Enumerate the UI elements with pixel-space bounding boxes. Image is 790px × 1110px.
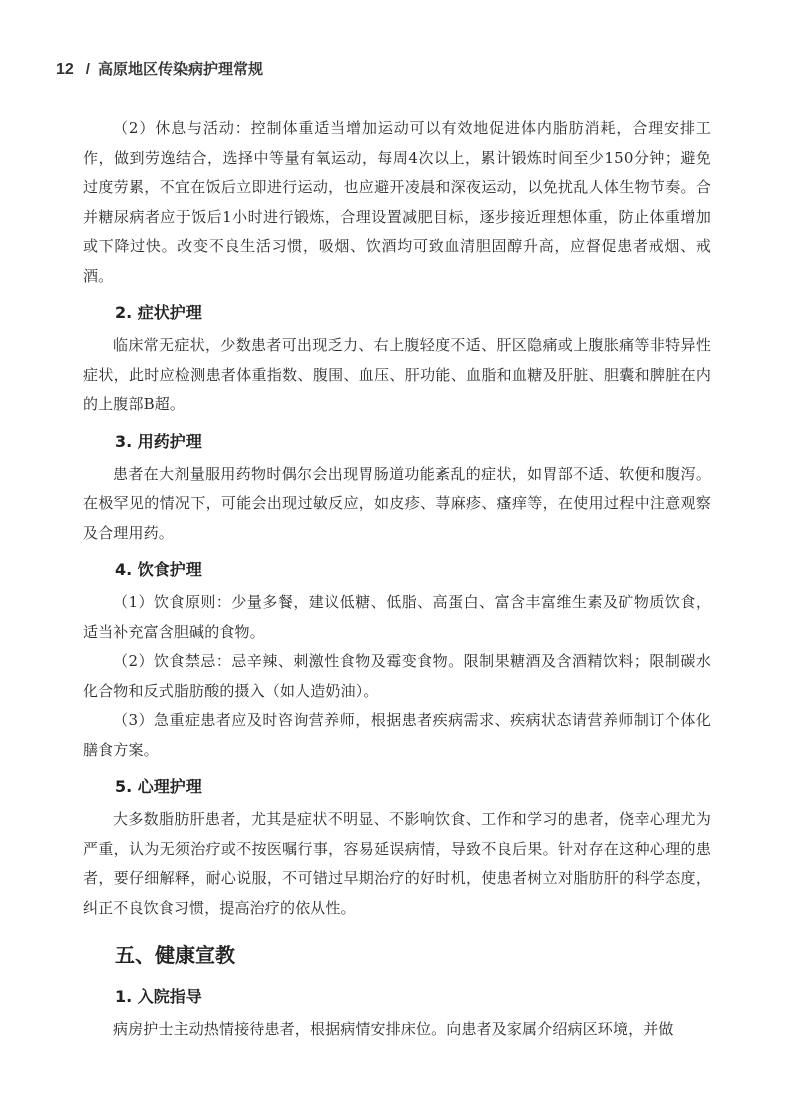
paragraph-rest-activity: （2）休息与活动：控制体重适当增加运动可以有效地促进体内脂肪消耗，合理安排工作，做到劳逸结合，选择中等量有氧运动，每周4次以上，累计锻炼时间至少150分钟；避免过度劳累，不宜在饭后立即进行运动，也应避开凌晨和深夜运动，以免扰乱人体生物节奏。合并糖尿病者应于饭后1小时进行锻炼，合理设置减肥目标，逐步接近理想体重，防止体重增加或下降过快。改变不良生活习惯，吸烟、饮酒均可致血清胆固醇升高，应督促患者戒烟、戒酒。 [83, 119, 711, 285]
running-header [56, 58, 263, 80]
heading-psychological-care: 5. 心理护理 [115, 777, 202, 796]
paragraph-diet-nutritionist: （3）急重症患者应及时咨询营养师，根据患者疾病需求、疾病状态请营养师制订个体化膳食方案。 [83, 711, 711, 759]
paragraph-diet-taboos: （2）饮食禁忌：忌辛辣、刺激性食物及霉变食物。限制果糖酒及含酒精饮料；限制碳水化合物和反式脂肪酸的摄入（如人造奶油）。 [83, 652, 711, 700]
heading-admission-guidance: 1. 入院指导 [115, 987, 202, 1006]
paragraph-symptom-care: 临床常无症状，少数患者可出现乏力、右上腹轻度不适、肝区隐痛或上腹胀痛等非特异性症状，此时应检测患者体重指数、腹围、血压、肝功能、血脂和血糖及肝脏、胆囊和脾脏在内的上腹部B超。 [83, 336, 711, 413]
page-number: 12 [56, 61, 74, 78]
paragraph-diet-principles: （1）饮食原则：少量多餐，建议低糖、低脂、高蛋白、富含丰富维生素及矿物质饮食，适当补充富含胆碱的食物。 [83, 593, 711, 641]
paragraph-admission-guidance: 病房护士主动热情接待患者，根据病情安排床位。向患者及家属介绍病区环境，并做 [113, 1020, 674, 1038]
page-body [83, 114, 711, 1045]
heading-medication-care: 3. 用药护理 [115, 431, 202, 451]
book-title: 高原地区传染病护理常规 [97, 61, 263, 78]
paragraph-psychological-care: 大多数脂肪肝患者，尤其是症状不明显、不影响饮食、工作和学习的患者，侥幸心理尤为严重，认为无须治疗或不按医嘱行事，容易延误病情，导致不良后果。针对存在这种心理的患者，要仔细解释，耐心说服，不可错过早期治疗的好时机，使患者树立对脂肪肝的科学态度，纠正不良饮食习惯，提高治疗的依从性。 [83, 810, 711, 917]
header-separator: / [85, 61, 90, 78]
heading-health-education: 五、健康宣教 [115, 943, 235, 967]
paragraph-medication-care: 患者在大剂量服用药物时偶尔会出现胃肠道功能紊乱的症状，如胃部不适、软便和腹泻。在极罕见的情况下，可能会出现过敏反应，如皮疹、荨麻疹、瘙痒等，在使用过程中注意观察及合理用药。 [83, 464, 711, 542]
heading-symptom-care: 2. 症状护理 [115, 303, 202, 322]
heading-diet-care: 4. 饮食护理 [115, 560, 202, 579]
